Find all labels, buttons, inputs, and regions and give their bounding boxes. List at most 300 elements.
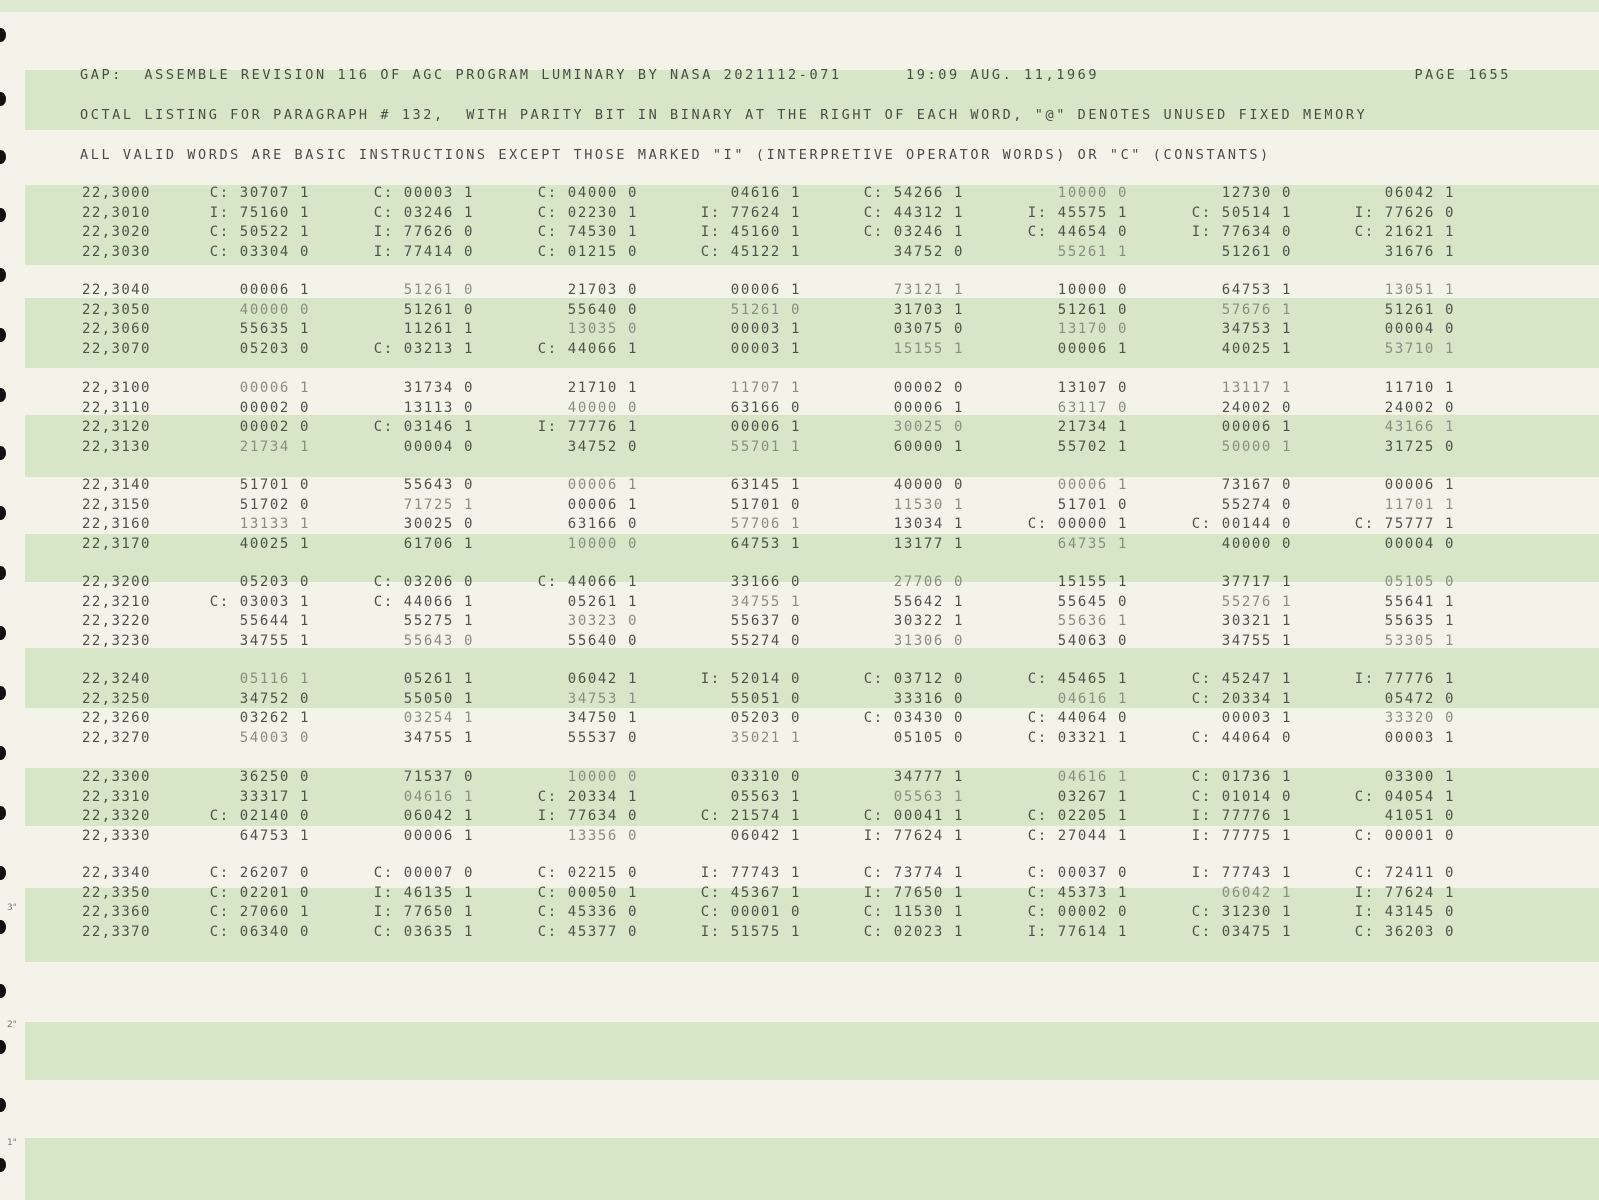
octal-word: 33320 0	[1384, 710, 1455, 727]
feed-hole	[0, 328, 6, 342]
feed-hole	[0, 92, 6, 106]
listing-row	[82, 203, 1482, 223]
octal-word: 57676 1	[1221, 301, 1292, 318]
octal-word: C: 45367 1	[700, 884, 801, 901]
octal-word: 24002 0	[1384, 399, 1455, 416]
octal-word: 10000 0	[1057, 185, 1128, 201]
octal-word: 54063 0	[1057, 632, 1128, 649]
octal-word: 30322 1	[893, 613, 964, 630]
octal-word: 05105 0	[893, 729, 964, 746]
octal-word: 11530 1	[893, 496, 964, 513]
octal-word: 00002 0	[239, 399, 310, 416]
octal-word: 40025 1	[1221, 340, 1292, 357]
octal-word: 13034 1	[893, 516, 964, 533]
feed-hole	[0, 1098, 6, 1112]
feed-hole	[0, 626, 6, 640]
octal-word: I: 77626 0	[1354, 204, 1455, 221]
octal-word: I: 77614 1	[1027, 923, 1128, 940]
octal-word: 71725 1	[403, 496, 474, 513]
octal-word: 34753 1	[567, 690, 638, 707]
octal-word: I: 77624 1	[700, 204, 801, 221]
octal-word: 30025 0	[403, 516, 474, 533]
octal-word: 34752 0	[893, 243, 964, 260]
octal-word: 55261 1	[1057, 243, 1128, 260]
listing-row	[82, 611, 1482, 631]
memory-address: 22,3100	[82, 380, 151, 396]
octal-word: 03300 1	[1384, 769, 1455, 785]
listing-row	[82, 339, 1482, 359]
octal-word: C: 04054 1	[1354, 788, 1455, 805]
octal-word: 00006 1	[567, 496, 638, 513]
octal-word: 00006 1	[1221, 419, 1292, 436]
octal-word: 63166 0	[567, 516, 638, 533]
octal-word: C: 75777 1	[1354, 516, 1455, 533]
octal-word: 64753 1	[730, 535, 801, 552]
octal-word: 51261 0	[1057, 301, 1128, 318]
inch-mark: 1"	[7, 1138, 17, 1148]
listing-row	[82, 883, 1482, 903]
octal-word: 51701 0	[730, 496, 801, 513]
octal-word: I: 52014 0	[700, 671, 801, 687]
octal-word: C: 44066 1	[537, 340, 638, 357]
memory-address: 22,3230	[82, 632, 151, 649]
octal-word: I: 77775 1	[1191, 827, 1292, 844]
octal-word: 63166 0	[730, 399, 801, 416]
octal-word: C: 45465 1	[1027, 671, 1128, 687]
octal-word: 15155 1	[893, 340, 964, 357]
octal-word: 03267 1	[1057, 788, 1128, 805]
octal-word: 13035 0	[567, 321, 638, 338]
feed-hole	[0, 984, 6, 998]
octal-word: 05105 0	[1384, 574, 1455, 590]
octal-word: 51701 0	[1057, 496, 1128, 513]
memory-address: 22,3040	[82, 282, 151, 298]
octal-word: 33317 1	[239, 788, 310, 805]
octal-word: 64753 1	[239, 827, 310, 844]
octal-word: C: 44064 0	[1027, 710, 1128, 727]
octal-word: 30025 0	[893, 419, 964, 436]
octal-word: 31676 1	[1384, 243, 1455, 260]
octal-word: 55640 0	[567, 301, 638, 318]
octal-word: 73121 1	[893, 282, 964, 298]
octal-word: 34753 1	[1221, 321, 1292, 338]
octal-word: 11710 1	[1384, 380, 1455, 396]
octal-word: 10000 0	[1057, 282, 1128, 298]
octal-word: 05203 0	[239, 574, 310, 590]
feed-hole	[0, 268, 6, 282]
memory-address: 22,3060	[82, 321, 151, 338]
octal-word: C: 03635 1	[373, 923, 474, 940]
octal-word: 51261 0	[403, 282, 474, 298]
octal-word: C: 27044 1	[1027, 827, 1128, 844]
octal-word: 00002 0	[893, 380, 964, 396]
octal-word: 13107 0	[1057, 380, 1128, 396]
octal-word: 13170 0	[1057, 321, 1128, 338]
octal-word: 55702 1	[1057, 438, 1128, 455]
octal-word: I: 45575 1	[1027, 204, 1128, 221]
listing-row	[82, 767, 1482, 787]
octal-word: 41051 0	[1384, 808, 1455, 825]
octal-word: C: 54266 1	[863, 185, 964, 201]
memory-address: 22,3250	[82, 690, 151, 707]
octal-word: 00006 1	[1057, 477, 1128, 493]
octal-word: I: 77624 1	[863, 827, 964, 844]
octal-word: 05203 0	[239, 340, 310, 357]
octal-word: 31734 0	[403, 380, 474, 396]
octal-word: C: 03206 0	[373, 574, 474, 590]
octal-word: C: 03712 0	[863, 671, 964, 687]
octal-word: C: 00050 1	[537, 884, 638, 901]
octal-word: I: 75160 1	[209, 204, 310, 221]
octal-word: 73167 0	[1221, 477, 1292, 493]
feed-hole	[0, 150, 6, 164]
octal-word: I: 77650 1	[863, 884, 964, 901]
octal-word: 00006 1	[567, 477, 638, 493]
octal-word: I: 77634 0	[537, 808, 638, 825]
listing-row	[82, 787, 1482, 807]
memory-address: 22,3320	[82, 808, 151, 825]
paper-band	[25, 1138, 1599, 1200]
octal-word: C: 00144 0	[1191, 516, 1292, 533]
octal-word: I: 46135 1	[373, 884, 474, 901]
listing-row	[82, 689, 1482, 709]
octal-word: 00006 1	[239, 380, 310, 396]
octal-word: 40025 1	[239, 535, 310, 552]
memory-address: 22,3340	[82, 865, 151, 881]
octal-word: C: 06340 0	[209, 923, 310, 940]
octal-word: 03075 0	[893, 321, 964, 338]
octal-word: 24002 0	[1221, 399, 1292, 416]
page-number: PAGE 1655	[1414, 67, 1511, 83]
listing-row	[82, 475, 1482, 495]
feed-hole	[0, 208, 6, 222]
memory-address: 22,3260	[82, 710, 151, 727]
octal-word: 51261 0	[730, 301, 801, 318]
octal-word: C: 02230 1	[537, 204, 638, 221]
listing-row	[82, 922, 1482, 942]
header-validity-note: ALL VALID WORDS ARE BASIC INSTRUCTIONS EXCEPT THOSE MARKED "I" (INTERPRETIVE OPERATOR WORDS) OR "C" (CONSTANTS)	[80, 147, 1271, 163]
memory-address: 22,3120	[82, 419, 151, 436]
octal-word: 05203 0	[730, 710, 801, 727]
feed-hole	[0, 506, 6, 520]
feed-hole	[0, 806, 6, 820]
memory-address: 22,3370	[82, 923, 151, 940]
octal-word: I: 77624 1	[1354, 884, 1455, 901]
octal-word: 06042 1	[403, 808, 474, 825]
listing-row	[82, 669, 1482, 689]
octal-word: 63117 0	[1057, 399, 1128, 416]
octal-word: C: 02215 0	[537, 865, 638, 881]
octal-word: 31725 0	[1384, 438, 1455, 455]
octal-word: 51701 0	[239, 477, 310, 493]
octal-word: 34752 0	[239, 690, 310, 707]
octal-word: 55645 0	[1057, 593, 1128, 610]
octal-word: 40000 0	[567, 399, 638, 416]
octal-word: 55051 0	[730, 690, 801, 707]
memory-address: 22,3220	[82, 613, 151, 630]
octal-word: C: 27060 1	[209, 904, 310, 921]
octal-word: 64753 1	[1221, 282, 1292, 298]
octal-word: C: 74530 1	[537, 224, 638, 241]
octal-word: 00006 1	[403, 827, 474, 844]
octal-word: C: 00003 1	[373, 185, 474, 201]
listing-row	[82, 514, 1482, 534]
octal-word: 00006 1	[239, 282, 310, 298]
octal-word: C: 03321 1	[1027, 729, 1128, 746]
octal-word: C: 00000 1	[1027, 516, 1128, 533]
octal-word: C: 44654 0	[1027, 224, 1128, 241]
octal-word: 55276 1	[1221, 593, 1292, 610]
octal-word: 00006 1	[730, 282, 801, 298]
listing-row	[82, 417, 1482, 437]
octal-word: 55643 0	[403, 477, 474, 493]
octal-word: 34755 1	[730, 593, 801, 610]
listing-row	[82, 495, 1482, 515]
memory-address: 22,3000	[82, 185, 151, 201]
octal-word: 00006 1	[1057, 340, 1128, 357]
octal-word: 00003 1	[730, 340, 801, 357]
octal-word: 10000 0	[567, 535, 638, 552]
feed-hole	[0, 866, 6, 880]
memory-address: 22,3300	[82, 769, 151, 785]
memory-address: 22,3350	[82, 884, 151, 901]
listing-row	[82, 863, 1482, 883]
octal-word: 03254 1	[403, 710, 474, 727]
octal-word: 53305 1	[1384, 632, 1455, 649]
feed-hole	[0, 686, 6, 700]
octal-word: 00006 1	[893, 399, 964, 416]
feed-hole	[0, 566, 6, 580]
octal-word: 55275 1	[403, 613, 474, 630]
octal-word: C: 02201 0	[209, 884, 310, 901]
octal-word: 00006 1	[1384, 477, 1455, 493]
octal-word: I: 77743 1	[1191, 865, 1292, 881]
octal-word: I: 77650 1	[373, 904, 474, 921]
octal-word: 03310 0	[730, 769, 801, 785]
octal-word: 13051 1	[1384, 282, 1455, 298]
header-listing-description: OCTAL LISTING FOR PARAGRAPH # 132, WITH PARITY BIT IN BINARY AT THE RIGHT OF EACH WORD, "@" DENOTES UNUSED FIXED MEMORY	[80, 107, 1368, 123]
octal-word: C: 20334 1	[537, 788, 638, 805]
memory-address: 22,3310	[82, 788, 151, 805]
octal-word: 51261 0	[1221, 243, 1292, 260]
octal-word: 21703 0	[567, 282, 638, 298]
memory-address: 22,3110	[82, 399, 151, 416]
octal-word: C: 45122 1	[700, 243, 801, 260]
octal-word: 00004 0	[1384, 321, 1455, 338]
octal-word: 05261 1	[567, 593, 638, 610]
octal-word: C: 45377 0	[537, 923, 638, 940]
listing-row	[82, 728, 1482, 748]
octal-word: 06042 1	[567, 671, 638, 687]
listing-row	[82, 242, 1482, 262]
octal-word: 21734 1	[239, 438, 310, 455]
octal-word: C: 00002 0	[1027, 904, 1128, 921]
octal-word: C: 45247 1	[1191, 671, 1292, 687]
octal-word: C: 02205 1	[1027, 808, 1128, 825]
octal-word: 35021 1	[730, 729, 801, 746]
octal-word: 13113 0	[403, 399, 474, 416]
octal-word: I: 77743 1	[700, 865, 801, 881]
octal-word: 55642 1	[893, 593, 964, 610]
octal-word: C: 44066 1	[537, 574, 638, 590]
octal-word: 55537 0	[567, 729, 638, 746]
octal-word: 05563 1	[893, 788, 964, 805]
octal-word: 71537 0	[403, 769, 474, 785]
octal-word: 04616 1	[730, 185, 801, 201]
octal-word: I: 77634 0	[1191, 224, 1292, 241]
octal-word: 05472 0	[1384, 690, 1455, 707]
octal-word: C: 01736 1	[1191, 769, 1292, 785]
feed-hole	[0, 920, 6, 934]
feed-hole	[0, 28, 6, 42]
octal-word: 55635 1	[239, 321, 310, 338]
memory-address: 22,3150	[82, 496, 151, 513]
octal-word: C: 03246 1	[373, 204, 474, 221]
octal-word: 30323 0	[567, 613, 638, 630]
octal-word: 34752 0	[567, 438, 638, 455]
memory-address: 22,3070	[82, 340, 151, 357]
octal-word: 33316 0	[893, 690, 964, 707]
octal-word: 40000 0	[1221, 535, 1292, 552]
octal-word: C: 50522 1	[209, 224, 310, 241]
octal-word: I: 51575 1	[700, 923, 801, 940]
memory-address: 22,3130	[82, 438, 151, 455]
octal-word: 34755 1	[239, 632, 310, 649]
listing-row	[82, 902, 1482, 922]
memory-address: 22,3200	[82, 574, 151, 590]
octal-word: I: 77776 1	[1354, 671, 1455, 687]
octal-word: 06042 1	[1384, 185, 1455, 201]
octal-word: 34755 1	[403, 729, 474, 746]
octal-word: C: 03475 1	[1191, 923, 1292, 940]
octal-word: C: 44064 0	[1191, 729, 1292, 746]
listing-row	[82, 319, 1482, 339]
octal-word: 53710 1	[1384, 340, 1455, 357]
octal-word: 31306 0	[893, 632, 964, 649]
octal-word: 06042 1	[730, 827, 801, 844]
octal-word: 55637 0	[730, 613, 801, 630]
octal-word: C: 30707 1	[209, 185, 310, 201]
octal-word: C: 72411 0	[1354, 865, 1455, 881]
octal-word: 40000 0	[893, 477, 964, 493]
octal-word: 55636 1	[1057, 613, 1128, 630]
octal-word: 04616 1	[1057, 769, 1128, 785]
octal-word: 13356 0	[567, 827, 638, 844]
octal-word: C: 03213 1	[373, 340, 474, 357]
octal-word: 37717 1	[1221, 574, 1292, 590]
octal-word: 34750 1	[567, 710, 638, 727]
octal-word: C: 00037 0	[1027, 865, 1128, 881]
octal-word: C: 73774 1	[863, 865, 964, 881]
octal-word: 33166 0	[730, 574, 801, 590]
octal-word: 34755 1	[1221, 632, 1292, 649]
listing-row	[82, 222, 1482, 242]
octal-word: 51261 0	[1384, 301, 1455, 318]
paper-band	[0, 0, 1599, 12]
octal-word: 03262 1	[239, 710, 310, 727]
listing-row	[82, 826, 1482, 846]
octal-word: 55274 0	[1221, 496, 1292, 513]
listing-row	[82, 300, 1482, 320]
listing-row	[82, 708, 1482, 728]
memory-address: 22,3360	[82, 904, 151, 921]
listing-row	[82, 280, 1482, 300]
octal-word: I: 43145 0	[1354, 904, 1455, 921]
octal-word: 00006 1	[730, 419, 801, 436]
memory-address: 22,3160	[82, 516, 151, 533]
octal-word: I: 77776 1	[1191, 808, 1292, 825]
memory-address: 22,3030	[82, 243, 151, 260]
octal-word: C: 00001 0	[1354, 827, 1455, 844]
listing-row	[82, 572, 1482, 592]
memory-address: 22,3270	[82, 729, 151, 746]
octal-word: C: 31230 1	[1191, 904, 1292, 921]
octal-word: C: 03146 1	[373, 419, 474, 436]
octal-word: I: 77414 0	[373, 243, 474, 260]
octal-word: 00004 0	[403, 438, 474, 455]
octal-word: 60000 1	[893, 438, 964, 455]
octal-word: 11701 1	[1384, 496, 1455, 513]
feed-hole	[0, 746, 6, 760]
octal-word: C: 20334 1	[1191, 690, 1292, 707]
octal-word: 31703 1	[893, 301, 964, 318]
octal-word: 13117 1	[1221, 380, 1292, 396]
octal-word: 21710 1	[567, 380, 638, 396]
octal-word: 10000 0	[567, 769, 638, 785]
feed-hole	[0, 446, 6, 460]
octal-word: 05116 1	[239, 671, 310, 687]
octal-word: 00004 0	[1384, 535, 1455, 552]
octal-word: C: 50514 1	[1191, 204, 1292, 221]
memory-address: 22,3170	[82, 535, 151, 552]
octal-word: 40000 0	[239, 301, 310, 318]
octal-word: 55644 1	[239, 613, 310, 630]
octal-word: 00002 0	[239, 419, 310, 436]
listing-row	[82, 378, 1482, 398]
octal-word: C: 01014 0	[1191, 788, 1292, 805]
octal-word: 55635 1	[1384, 613, 1455, 630]
octal-word: C: 03003 1	[209, 593, 310, 610]
memory-address: 22,3020	[82, 224, 151, 241]
memory-address: 22,3240	[82, 671, 151, 687]
octal-word: 64735 1	[1057, 535, 1128, 552]
octal-word: 05261 1	[403, 671, 474, 687]
octal-word: 11261 1	[403, 321, 474, 338]
octal-word: 04616 1	[1057, 690, 1128, 707]
octal-word: 63145 1	[730, 477, 801, 493]
listing-row	[82, 183, 1482, 203]
octal-word: 55050 1	[403, 690, 474, 707]
octal-word: C: 11530 1	[863, 904, 964, 921]
octal-word: 55274 0	[730, 632, 801, 649]
octal-word: 12730 0	[1221, 185, 1292, 201]
octal-word: 11707 1	[730, 380, 801, 396]
octal-word: C: 44312 1	[863, 204, 964, 221]
octal-word: 13133 1	[239, 516, 310, 533]
octal-word: 04616 1	[403, 788, 474, 805]
octal-word: 30321 1	[1221, 613, 1292, 630]
octal-word: 06042 1	[1221, 884, 1292, 901]
octal-word: 55640 0	[567, 632, 638, 649]
listing-row	[82, 534, 1482, 554]
octal-word: 50000 1	[1221, 438, 1292, 455]
octal-word: C: 26207 0	[209, 865, 310, 881]
inch-mark: 2"	[7, 1020, 17, 1030]
octal-word: C: 04000 0	[537, 185, 638, 201]
octal-word: C: 00007 0	[373, 865, 474, 881]
listing-row	[82, 592, 1482, 612]
listing-row	[82, 631, 1482, 651]
